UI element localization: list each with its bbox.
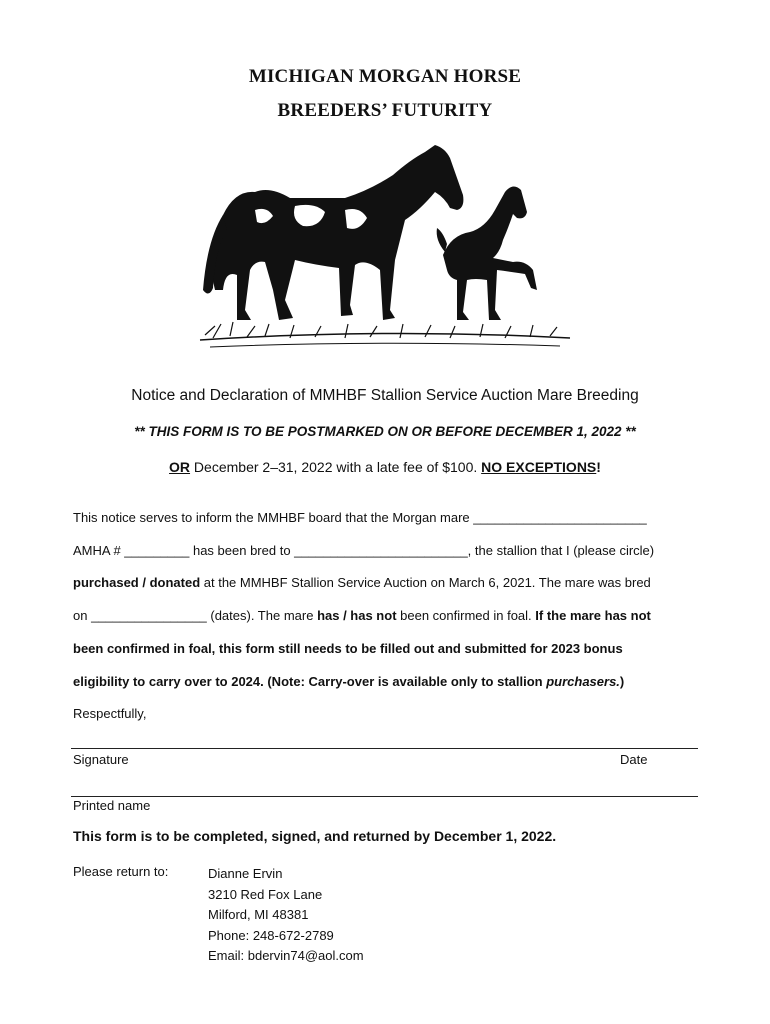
no-exceptions-text: NO EXCEPTIONS xyxy=(481,459,597,475)
date-label: Date xyxy=(620,752,648,767)
mare-figure xyxy=(203,145,463,320)
title-line-1: MICHIGAN MORGAN HORSE xyxy=(248,66,522,87)
return-label: Please return to: xyxy=(73,864,169,879)
grass-ground xyxy=(200,322,570,347)
completion-instruction: This form is to be completed, signed, and returned by December 1, 2022. xyxy=(73,828,557,844)
notice-heading: Notice and Declaration of MMHBF Stallion Service Auction Mare Breeding xyxy=(131,387,639,404)
return-city: Milford, MI 48381 xyxy=(208,907,309,922)
body-line-5: been confirmed in foal, this form still needs to be filled out and submitted for 2023 bonus xyxy=(73,641,623,656)
return-name: Dianne Ervin xyxy=(208,866,283,881)
or-text: OR xyxy=(169,459,191,475)
exclamation: ! xyxy=(596,459,601,475)
purchasers-text: purchasers. xyxy=(546,674,620,689)
return-address xyxy=(208,864,364,967)
return-email: Email: bdervin74@aol.com xyxy=(208,948,364,963)
body-line-6-a: eligibility to carry over to 2024. (Note: Carry-over is available only to stallion xyxy=(73,674,547,689)
body-line-4-c: been confirmed in foal. xyxy=(396,608,536,623)
title-line-2: BREEDERS’ FUTURITY xyxy=(277,100,493,121)
late-fee-line xyxy=(0,459,770,475)
printed-name-line[interactable] xyxy=(71,796,698,797)
signature-label: Signature xyxy=(73,752,129,767)
return-street: 3210 Red Fox Lane xyxy=(208,886,323,902)
has-has-not-choice: has / has not xyxy=(317,608,397,623)
body-line-1: This notice serves to inform the MMHBF board that the Morgan mare ________________________ xyxy=(73,510,647,525)
printed-name-label: Printed name xyxy=(73,798,151,813)
body-line-3-rest: at the MMHBF Stallion Service Auction on March 6, 2021. The mare was bred xyxy=(200,575,651,590)
body-line-2: AMHA # _________ has been bred to ________________________, the stallion that I (please circle) xyxy=(73,543,655,558)
body-line-6 xyxy=(73,674,713,689)
body-line-4 xyxy=(73,608,713,623)
purchased-donated-choice: purchased / donated xyxy=(73,575,201,590)
signature-line[interactable] xyxy=(71,748,698,749)
respectfully-text: Respectfully, xyxy=(73,706,147,721)
body-line-3 xyxy=(73,575,713,590)
body-line-4-d: If the mare has not xyxy=(535,608,651,623)
body-line-6-c: ) xyxy=(619,674,625,689)
return-phone: Phone: 248-672-2789 xyxy=(208,927,334,943)
body-line-4-a: on ________________ (dates). The mare xyxy=(73,608,318,623)
mare-and-foal-illustration xyxy=(195,140,575,360)
late-fee-text: December 2–31, 2022 with a late fee of $100. xyxy=(190,459,482,475)
deadline-notice: ** THIS FORM IS TO BE POSTMARKED ON OR BEFORE DECEMBER 1, 2022 ** xyxy=(134,424,636,439)
